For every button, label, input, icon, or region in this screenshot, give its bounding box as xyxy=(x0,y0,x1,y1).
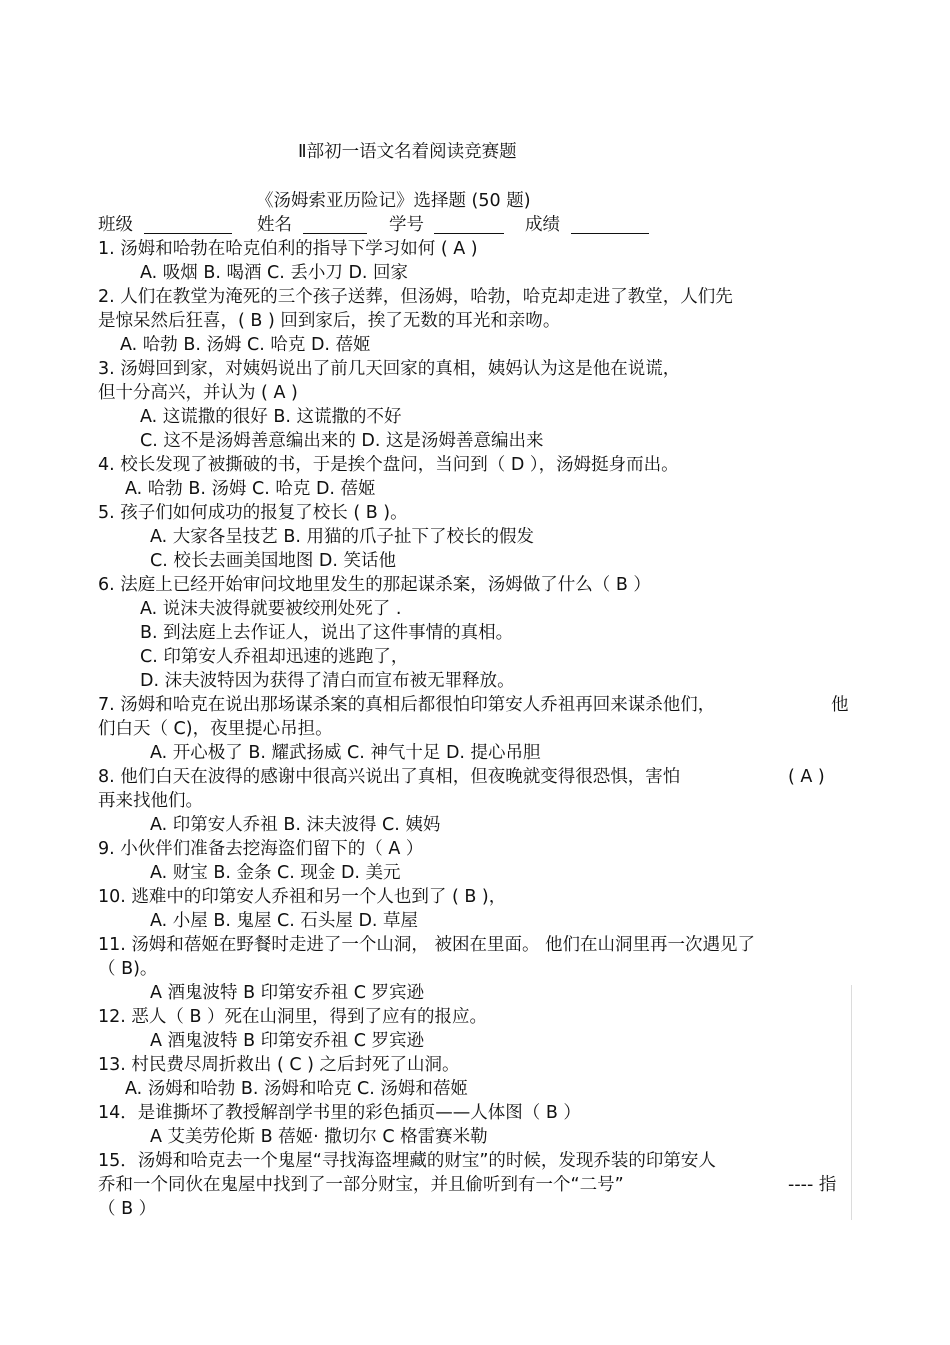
q15-answer: （ B ） xyxy=(98,1199,157,1219)
q12-options: A 酒鬼波特 B 印第安乔祖 C 罗宾逊 xyxy=(150,1031,425,1051)
document-title: Ⅱ部初一语文名着阅读竞赛题 xyxy=(298,142,517,162)
q10-options: A. 小屋 B. 鬼屋 C. 石头屋 D. 草屋 xyxy=(150,911,419,931)
q9-stem: 9. 小伙伴们准备去挖海盗们留下的（ A ） xyxy=(98,839,424,859)
class-label: 班级 xyxy=(98,215,133,235)
q14-stem: 14．是谁撕坏了教授解剖学书里的彩色插页——人体图（ B ） xyxy=(98,1103,581,1123)
q14-options: A 艾美劳伦斯 B 蓓姬· 撒切尔 C 格雷赛米勒 xyxy=(150,1127,488,1147)
q7-stem-line1: 7. 汤姆和哈克在说出那场谋杀案的真相后都很怕印第安人乔祖再回来谋杀他们， xyxy=(98,695,716,715)
q6-option-a: A. 说沫夫波得就要被绞刑处死了 . xyxy=(140,599,402,619)
q5-options-ab: A. 大家各呈技艺 B. 用猫的爪子扯下了校长的假发 xyxy=(150,527,534,547)
id-label: 学号 xyxy=(389,215,424,235)
q4-options: A. 哈勃 B. 汤姆 C. 哈克 D. 蓓姬 xyxy=(125,479,376,499)
q5-stem: 5. 孩子们如何成功的报复了校长 ( B )。 xyxy=(98,503,408,523)
id-blank[interactable] xyxy=(434,233,504,234)
class-blank[interactable] xyxy=(144,233,232,234)
q6-option-d: D. 沫夫波特因为获得了清白而宣布被无罪释放。 xyxy=(140,671,515,691)
q8-answer: ( A ) xyxy=(788,767,825,787)
document-subtitle: 《汤姆索亚历险记》选择题 (50 题) xyxy=(256,191,531,211)
margin-rule xyxy=(851,985,852,1220)
q11-options: A 酒鬼波特 B 印第安乔祖 C 罗宾逊 xyxy=(150,983,425,1003)
score-blank[interactable] xyxy=(571,233,649,234)
score-label: 成绩 xyxy=(525,215,560,235)
q11-stem-line1: 11. 汤姆和蓓姬在野餐时走进了一个山洞， 被困在里面。 他们在山洞里再一次遇见了 xyxy=(98,935,756,955)
q11-stem-line2: （ B)。 xyxy=(98,959,158,979)
q15-stem-line2-end: ---- 指 xyxy=(788,1175,837,1195)
q6-stem: 6. 法庭上已经开始审问坟地里发生的那起谋杀案，汤姆做了什么（ B ） xyxy=(98,575,651,595)
q1-options: A. 吸烟 B. 喝酒 C. 丢小刀 D. 回家 xyxy=(140,263,409,283)
q3-stem-line2: 但十分高兴，并认为 ( A ) xyxy=(98,383,298,403)
q9-options: A. 财宝 B. 金条 C. 现金 D. 美元 xyxy=(150,863,401,883)
q6-option-c: C. 印第安人乔祖却迅速的逃跑了， xyxy=(140,647,409,667)
q13-stem: 13. 村民费尽周折救出 ( C ) 之后封死了山洞。 xyxy=(98,1055,460,1075)
name-blank[interactable] xyxy=(303,233,367,234)
q4-stem: 4. 校长发现了被撕破的书，于是挨个盘问，当问到（ D ），汤姆挺身而出。 xyxy=(98,455,679,475)
q2-stem-line2: 是惊呆然后狂喜，( B ) 回到家后，挨了无数的耳光和亲吻。 xyxy=(98,311,561,331)
q10-stem: 10. 逃难中的印第安人乔祖和另一个人也到了 ( B )， xyxy=(98,887,507,907)
q8-options: A. 印第安人乔祖 B. 沫夫波得 C. 姨妈 xyxy=(150,815,441,835)
q3-options-ab: A. 这谎撒的很好 B. 这谎撒的不好 xyxy=(140,407,402,427)
q7-stem-line1-end: 他 xyxy=(831,695,849,715)
q8-stem-line1: 8. 他们白天在波得的感谢中很高兴说出了真相，但夜晚就变得很恐惧，害怕 xyxy=(98,767,681,787)
q3-options-cd: C. 这不是汤姆善意编出来的 D. 这是汤姆善意编出来 xyxy=(140,431,544,451)
q6-option-b: B. 到法庭上去作证人，说出了这件事情的真相。 xyxy=(140,623,514,643)
q8-stem-line2: 再来找他们。 xyxy=(98,791,203,811)
q5-options-cd: C. 校长去画美国地图 D. 笑话他 xyxy=(150,551,397,571)
q2-stem-line1: 2. 人们在教堂为淹死的三个孩子送葬，但汤姆，哈勃，哈克却走进了教堂，人们先 xyxy=(98,287,733,307)
q7-stem-line2: 们白天（ C)，夜里提心吊担。 xyxy=(98,719,333,739)
name-label: 姓名 xyxy=(257,215,292,235)
q2-options: A. 哈勃 B. 汤姆 C. 哈克 D. 蓓姬 xyxy=(120,335,371,355)
q13-options: A. 汤姆和哈勃 B. 汤姆和哈克 C. 汤姆和蓓姬 xyxy=(125,1079,468,1099)
q3-stem-line1: 3. 汤姆回到家，对姨妈说出了前几天回家的真相，姨妈认为这是他在说谎， xyxy=(98,359,681,379)
q7-options: A. 开心极了 B. 耀武扬威 C. 神气十足 D. 提心吊胆 xyxy=(150,743,541,763)
q12-stem: 12. 恶人（ B ）死在山洞里，得到了应有的报应。 xyxy=(98,1007,488,1027)
q15-stem-line2: 乔和一个同伙在鬼屋中找到了一部分财宝，并且偷听到有一个“二号” xyxy=(98,1175,624,1195)
q1-stem: 1. 汤姆和哈勃在哈克伯利的指导下学习如何 ( A ) xyxy=(98,239,478,259)
q15-stem-line1: 15．汤姆和哈克去一个鬼屋“寻找海盗埋藏的财宝”的时候，发现乔装的印第安人 xyxy=(98,1151,716,1171)
